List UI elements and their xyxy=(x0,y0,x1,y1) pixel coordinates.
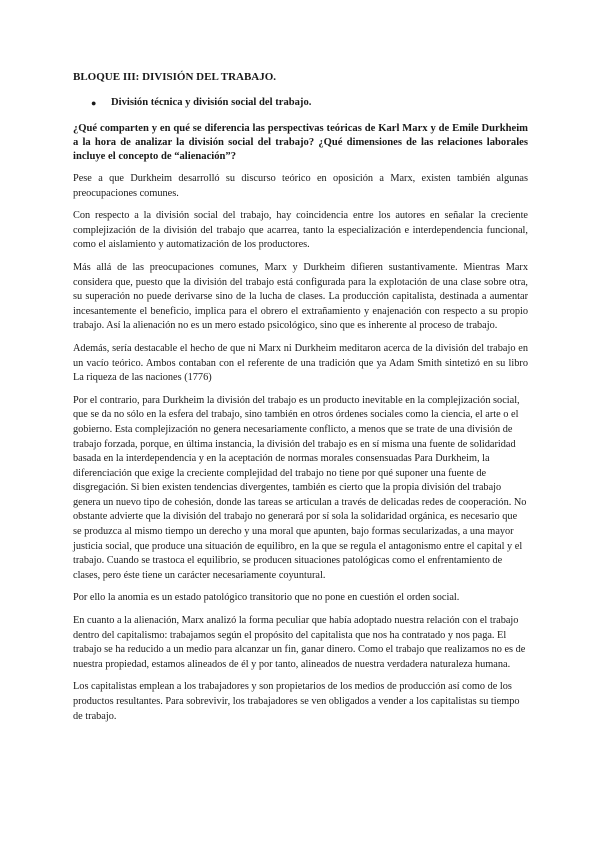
paragraph-7: En cuanto a la alienación, Marx analizó la forma peculiar que había adoptado nuestra relación con el trabajo dentro del capitalismo: trabajamos según el propósito del capitalista que nos ha contratado y nos paga. El trabajo se ha reducido a un medio para alcanzar un fin, ganar dinero. Como el trabajo que realizamos no es de nuestra propiedad, estamos alineados de él y por tanto, alineados de nuestra verdadera naturaleza humana. xyxy=(73,615,526,670)
paragraph-4: Además, sería destacable el hecho de que ni Marx ni Durkheim meditaron acerca de la división del trabajo en un vacío teórico. Ambos contaban con el referente de una tradición que ya Adam Smith sintetizó en su libro La riqueza de las naciones (1776) xyxy=(73,342,528,384)
paragraph-5: Por el contrario, para Durkheim la división del trabajo es un producto inevitable en la complejización social, que se da no sólo en la esfera del trabajo, sino también en otros órdenes sociales como la ciencia, el arte o el gobierno. Esta complejización no genera necesariamente conflicto, a menos que se trate de una división de trabajo forzada, porque, en última instancia, la división del trabajo es en sí misma una fuente de solidaridad basada en la interdependencia y en la aceptación de normas morales consensuadas Para Durkheim, la diferenciación que exige la creciente complejidad del trabajo no tiene por qué suponer una fuente de disgregación. Si bien existen tendencias divergentes, también es cierto que la propia división del trabajo genera un nuevo tipo de cohesión, donde las tareas se articulan a través de delicadas redes de cooperación. No obstante advierte que la división del trabajo no generará por sí sola la solidaridad orgánica, es necesario que se produzca al mismo tiempo un derecho y una moral que apunten, bajo formas secularizadas, a una mayor justicia social, que produce una situación de equilibro, en la que se regula el antagonismo entre el capital y el trabajo. Cuando se trastoca el equilibrio, se producen situaciones patológicas como el enfrentamiento de clases, pero éste tiene un carácter necesariamente coyuntural. xyxy=(73,394,527,581)
paragraph-8: Los capitalistas emplean a los trabajadores y son propietarios de los medios de producción así como de los productos resultantes. Para sobrevivir, los trabajadores se ven obligados a vender a los capitalistas su tiempo de trabajo. xyxy=(73,681,520,722)
section-heading: BLOQUE III: DIVISIÓN DEL TRABAJO. xyxy=(73,71,277,83)
paragraph-2: Con respecto a la división social del trabajo, hay coincidencia entre los autores en señalar la creciente complejización de la división del trabajo que acarrea, tanto la especialización e interdependencia funcional, como el aislamiento y automatización de los productores. xyxy=(73,210,528,251)
paragraph-6: Por ello la anomia es un estado patológico transitorio que no pone en cuestión el orden social. xyxy=(73,592,460,604)
bullet-text: División técnica y división social del trabajo. xyxy=(111,97,312,108)
document-page xyxy=(73,70,528,732)
question-text: ¿Qué comparten y en qué se diferencia las perspectivas teóricas de Karl Marx y de Emile Durkheim a la hora de analizar la división social del trabajo? ¿Qué dimensiones de las relaciones laborales incluye el concepto de “alienación”? xyxy=(73,123,528,162)
bullet-dot-icon: ● xyxy=(91,98,97,108)
paragraph-1: Pese a que Durkheim desarrolló su discurso teórico en oposición a Marx, existen también algunas preocupaciones comunes. xyxy=(73,173,528,199)
paragraph-3: Más allá de las preocupaciones comunes, Marx y Durkheim difieren sustantivamente. Mientras Marx considera que, puesto que la división del trabajo está configurada para la explotación de una clase sobre otra, su superación no puede derivarse sino de la lucha de clases. La producción capitalista, destinada a aumentar incesantemente el beneficio, implica para el obrero el extrañamiento y enajenación con respecto a su propio trabajo. Así la alienación no es un mero estado psicológico, sino que es inherente al proceso de trabajo. xyxy=(73,261,528,332)
bullet-item xyxy=(91,96,528,110)
